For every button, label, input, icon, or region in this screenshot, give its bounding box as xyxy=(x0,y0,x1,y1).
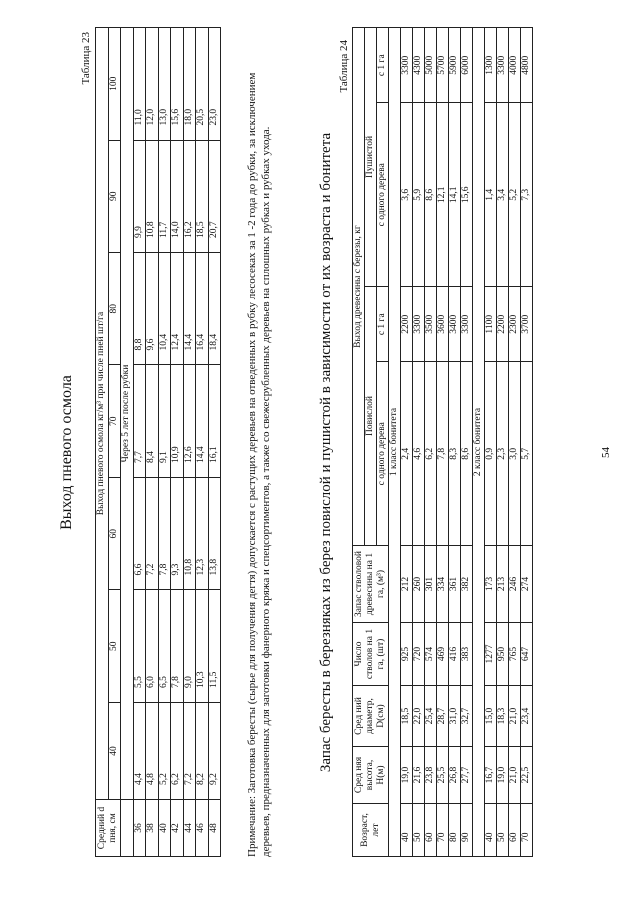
t24-cell: 647 xyxy=(521,623,533,686)
t24-cell: 173 xyxy=(485,546,497,623)
t24-cell: 19,0 xyxy=(497,747,509,804)
t23-cell-value: 18,4 xyxy=(208,253,221,365)
t24-cell: 14,1 xyxy=(449,103,461,287)
t23-cell-value: 13,0 xyxy=(158,28,171,141)
t23-cell-value: 10,9 xyxy=(171,365,184,477)
t24-cell: 25,5 xyxy=(437,747,449,804)
t24-cell: 15,6 xyxy=(461,103,473,287)
table-row xyxy=(183,28,196,857)
t24-cell: 23,8 xyxy=(425,747,437,804)
t23-cell-value: 9,9 xyxy=(133,140,146,252)
table-row xyxy=(171,28,184,857)
t24-cell: 50 xyxy=(413,804,425,857)
t23-cell-value: 6,5 xyxy=(158,590,171,702)
t24-cell: 416 xyxy=(449,623,461,686)
t23-cell-value: 11,5 xyxy=(208,590,221,702)
table-row xyxy=(485,28,497,857)
t24-cell: 3400 xyxy=(449,287,461,362)
t23-column-header: 50 xyxy=(108,590,121,702)
t23-cell-value: 4,8 xyxy=(146,702,159,799)
t23-cell-value: 10,3 xyxy=(196,590,209,702)
t24-cell: 3300 xyxy=(461,287,473,362)
table-row xyxy=(208,28,221,857)
t24-header-povis-ha: с 1 га xyxy=(377,287,389,362)
t24-cell: 2300 xyxy=(509,287,521,362)
t23-cell-value: 12,6 xyxy=(183,365,196,477)
t24-cell: 334 xyxy=(437,546,449,623)
t24-header-yield: Выход древесины с березы, кг xyxy=(353,28,365,546)
t24-cell: 2,4 xyxy=(401,362,413,546)
t24-cell: 31,0 xyxy=(449,686,461,747)
t24-cell: 212 xyxy=(401,546,413,623)
t23-cell-diameter: 44 xyxy=(183,800,196,857)
table-row xyxy=(146,28,159,857)
t23-cell-value: 10,8 xyxy=(146,140,159,252)
t23-cell-value: 7,2 xyxy=(146,477,159,589)
t23-column-header: 80 xyxy=(108,253,121,365)
table-row xyxy=(158,28,171,857)
t23-subheader: Через 5 лет после рубки xyxy=(121,28,134,800)
t24-cell: 3300 xyxy=(413,287,425,362)
t24-header-age: Возраст, лет xyxy=(353,804,389,857)
t23-cell-value: 6,0 xyxy=(146,590,159,702)
t24-cell: 22,5 xyxy=(521,747,533,804)
t24-cell: 765 xyxy=(509,623,521,686)
t24-cell: 3600 xyxy=(437,287,449,362)
t23-cell-value: 5,2 xyxy=(158,702,171,799)
t24-header-stock: Запас стволовой древесины на 1 га, (м³) xyxy=(353,546,389,623)
t24-cell: 19,0 xyxy=(401,747,413,804)
t24-cell: 925 xyxy=(401,623,413,686)
t23-cell-value: 8,2 xyxy=(196,702,209,799)
t24-cell: 274 xyxy=(521,546,533,623)
t24-cell: 4,6 xyxy=(413,362,425,546)
t24-header-diameter: Сред ний диаметр, D(см) xyxy=(353,686,389,747)
t24-cell: 3300 xyxy=(401,28,413,104)
t23-cell-value: 8,8 xyxy=(133,253,146,365)
t23-cell-value: 8,4 xyxy=(146,365,159,477)
t24-cell: 1300 xyxy=(485,28,497,104)
t23-cell-value: 20,5 xyxy=(196,28,209,141)
t23-cell-value: 7,8 xyxy=(158,477,171,589)
table-row xyxy=(133,28,146,857)
t24-cell: 6,2 xyxy=(425,362,437,546)
t24-cell: 1,4 xyxy=(485,103,497,287)
table-row xyxy=(461,28,473,857)
t23-cell-value: 16,2 xyxy=(183,140,196,252)
t24-cell: 21,6 xyxy=(413,747,425,804)
t23-column-header: 70 xyxy=(108,365,121,477)
t24-cell: 26,8 xyxy=(449,747,461,804)
t24-cell: 301 xyxy=(425,546,437,623)
t23-cell-value: 15,6 xyxy=(171,28,184,141)
table-row xyxy=(509,28,521,857)
t24-cell: 40 xyxy=(401,804,413,857)
t24-cell: 70 xyxy=(521,804,533,857)
t24-cell: 15,0 xyxy=(485,686,497,747)
t23-cell-value: 14,4 xyxy=(196,365,209,477)
t24-header-push-ha: с 1 га xyxy=(377,28,389,104)
t24-cell: 0,9 xyxy=(485,362,497,546)
t24-cell: 18,3 xyxy=(497,686,509,747)
t24-cell: 28,7 xyxy=(437,686,449,747)
t24-cell: 4300 xyxy=(413,28,425,104)
t23-cell-value: 6,6 xyxy=(133,477,146,589)
t23-cell-value: 7,2 xyxy=(183,702,196,799)
table24-title: Запас бересты в березняках из берез повислой и пушистой в зависимости от их возраста и бонитета xyxy=(318,132,334,773)
t23-cell-value: 9,0 xyxy=(183,590,196,702)
t24-cell: 574 xyxy=(425,623,437,686)
t23-cell-value: 6,2 xyxy=(171,702,184,799)
t23-cell-value: 18,0 xyxy=(183,28,196,141)
t23-cell-diameter: 38 xyxy=(146,800,159,857)
t24-cell: 2,3 xyxy=(497,362,509,546)
t23-cell-diameter: 42 xyxy=(171,800,184,857)
t24-cell: 40 xyxy=(485,804,497,857)
t24-cell: 21,0 xyxy=(509,747,521,804)
table23-title: Выход пневого осмола xyxy=(58,375,75,530)
t23-cell-diameter: 36 xyxy=(133,800,146,857)
t24-cell: 8,6 xyxy=(461,362,473,546)
table23-label: Таблица 23 xyxy=(80,32,92,85)
t24-cell: 361 xyxy=(449,546,461,623)
t24-cell: 90 xyxy=(461,804,473,857)
t24-cell: 3,6 xyxy=(401,103,413,287)
table-row xyxy=(413,28,425,857)
t23-cell-diameter: 48 xyxy=(208,800,221,857)
t24-cell: 70 xyxy=(437,804,449,857)
t24-header-povis: Повислой xyxy=(365,287,377,546)
t24-cell: 25,4 xyxy=(425,686,437,747)
t23-cell-value: 11,7 xyxy=(158,140,171,252)
t24-cell: 80 xyxy=(449,804,461,857)
t24-cell: 2200 xyxy=(401,287,413,362)
t24-cell: 8,3 xyxy=(449,362,461,546)
t24-cell: 3500 xyxy=(425,287,437,362)
t23-header-group: Выход пневого осмола кг/м³ при числе пней шт/га xyxy=(96,28,109,800)
t24-cell: 382 xyxy=(461,546,473,623)
t23-header-diameter: Средний d пня, см xyxy=(96,800,121,857)
t24-cell: 383 xyxy=(461,623,473,686)
t23-column-header: 90 xyxy=(108,140,121,252)
t24-cell: 12,1 xyxy=(437,103,449,287)
t24-cell: 720 xyxy=(413,623,425,686)
t23-cell-value: 7,8 xyxy=(171,590,184,702)
t24-body-class2 xyxy=(485,28,533,857)
t24-cell: 5000 xyxy=(425,28,437,104)
t24-cell: 4800 xyxy=(521,28,533,104)
t23-column-headers xyxy=(108,28,121,857)
t23-cell-value: 11,0 xyxy=(133,28,146,141)
t24-cell: 50 xyxy=(497,804,509,857)
t24-cell: 7,8 xyxy=(437,362,449,546)
t24-header-push-tree: с одного дерева xyxy=(377,103,389,287)
t23-column-header: 100 xyxy=(108,28,121,141)
t24-cell: 3,0 xyxy=(509,362,521,546)
t24-cell: 22,0 xyxy=(413,686,425,747)
t23-cell-value: 10,8 xyxy=(183,477,196,589)
t24-class1-label: 1 класс бонитета xyxy=(389,28,401,857)
t24-cell: 213 xyxy=(497,546,509,623)
t23-cell-value: 10,4 xyxy=(158,253,171,365)
table-row xyxy=(401,28,413,857)
table-row xyxy=(521,28,533,857)
page-number: 54 xyxy=(600,447,612,458)
table-row xyxy=(497,28,509,857)
t24-cell: 60 xyxy=(509,804,521,857)
table-row xyxy=(196,28,209,857)
t24-cell: 16,7 xyxy=(485,747,497,804)
t24-cell: 21,0 xyxy=(509,686,521,747)
t23-cell-value: 12,0 xyxy=(146,28,159,141)
t23-cell-value: 4,4 xyxy=(133,702,146,799)
table-row xyxy=(449,28,461,857)
t23-cell-value: 14,4 xyxy=(183,253,196,365)
t24-cell: 3,4 xyxy=(497,103,509,287)
t24-cell: 2200 xyxy=(497,287,509,362)
t23-cell-value: 16,1 xyxy=(208,365,221,477)
t23-column-header: 60 xyxy=(108,477,121,589)
t24-cell: 950 xyxy=(497,623,509,686)
t24-cell: 3300 xyxy=(497,28,509,104)
t23-column-header: 40 xyxy=(108,702,121,799)
t24-cell: 260 xyxy=(413,546,425,623)
table-row xyxy=(425,28,437,857)
t24-cell: 32,7 xyxy=(461,686,473,747)
t24-cell: 5,2 xyxy=(509,103,521,287)
t24-cell: 27,7 xyxy=(461,747,473,804)
t24-header-height: Сред няя высота, Н(м) xyxy=(353,747,389,804)
table24-label: Таблица 24 xyxy=(338,40,350,93)
t24-cell: 5,7 xyxy=(521,362,533,546)
t24-cell: 18,5 xyxy=(401,686,413,747)
t23-cell-value: 9,2 xyxy=(208,702,221,799)
t24-cell: 6000 xyxy=(461,28,473,104)
t24-class2-label: 2 класс бонитета xyxy=(473,28,485,857)
t23-cell-value: 20,7 xyxy=(208,140,221,252)
t24-cell: 8,6 xyxy=(425,103,437,287)
t23-cell-value: 18,5 xyxy=(196,140,209,252)
t23-cell-value: 13,8 xyxy=(208,477,221,589)
table23-note: Примечание: Заготовка бересты (сырье для получения дегтя) допускается с растущих деревьев на отведенных в рубку лесосеках за 1 -2 года до рубки, за исключением деревьев, предназначенных для заготовки фанерного кряжа и спецсортиментов, а также со свежесрубленных деревьев на сплошных рубках и рубках ухода. xyxy=(246,72,272,857)
t23-cell-value: 9,6 xyxy=(146,253,159,365)
t23-cell-value: 14,0 xyxy=(171,140,184,252)
t24-cell: 469 xyxy=(437,623,449,686)
t23-body xyxy=(133,28,221,857)
t24-cell: 5900 xyxy=(449,28,461,104)
t24-cell: 7,3 xyxy=(521,103,533,287)
t23-cell-value: 5,5 xyxy=(133,590,146,702)
t23-cell-value: 23,0 xyxy=(208,28,221,141)
t23-cell-value: 12,4 xyxy=(171,253,184,365)
t24-cell: 5700 xyxy=(437,28,449,104)
table24 xyxy=(352,27,533,857)
t24-cell: 4000 xyxy=(509,28,521,104)
t24-cell: 60 xyxy=(425,804,437,857)
t23-cell-value: 9,3 xyxy=(171,477,184,589)
t24-cell: 5,9 xyxy=(413,103,425,287)
t24-cell: 1100 xyxy=(485,287,497,362)
table23 xyxy=(95,27,221,857)
t23-cell-value: 16,4 xyxy=(196,253,209,365)
t24-body-class1 xyxy=(401,28,473,857)
t23-cell-value: 9,1 xyxy=(158,365,171,477)
t23-cell-diameter: 46 xyxy=(196,800,209,857)
t24-header-povis-tree: с одного дерева xyxy=(377,362,389,546)
t23-cell-value: 12,3 xyxy=(196,477,209,589)
t23-cell-value: 7,7 xyxy=(133,365,146,477)
t24-cell: 23,4 xyxy=(521,686,533,747)
t24-cell: 246 xyxy=(509,546,521,623)
t24-header-count: Число стволов на 1 га, (шт) xyxy=(353,623,389,686)
table-row xyxy=(437,28,449,857)
t24-cell: 1277 xyxy=(485,623,497,686)
t23-cell-diameter: 40 xyxy=(158,800,171,857)
t24-header-push: Пушистой xyxy=(365,28,377,287)
t24-cell: 3700 xyxy=(521,287,533,362)
